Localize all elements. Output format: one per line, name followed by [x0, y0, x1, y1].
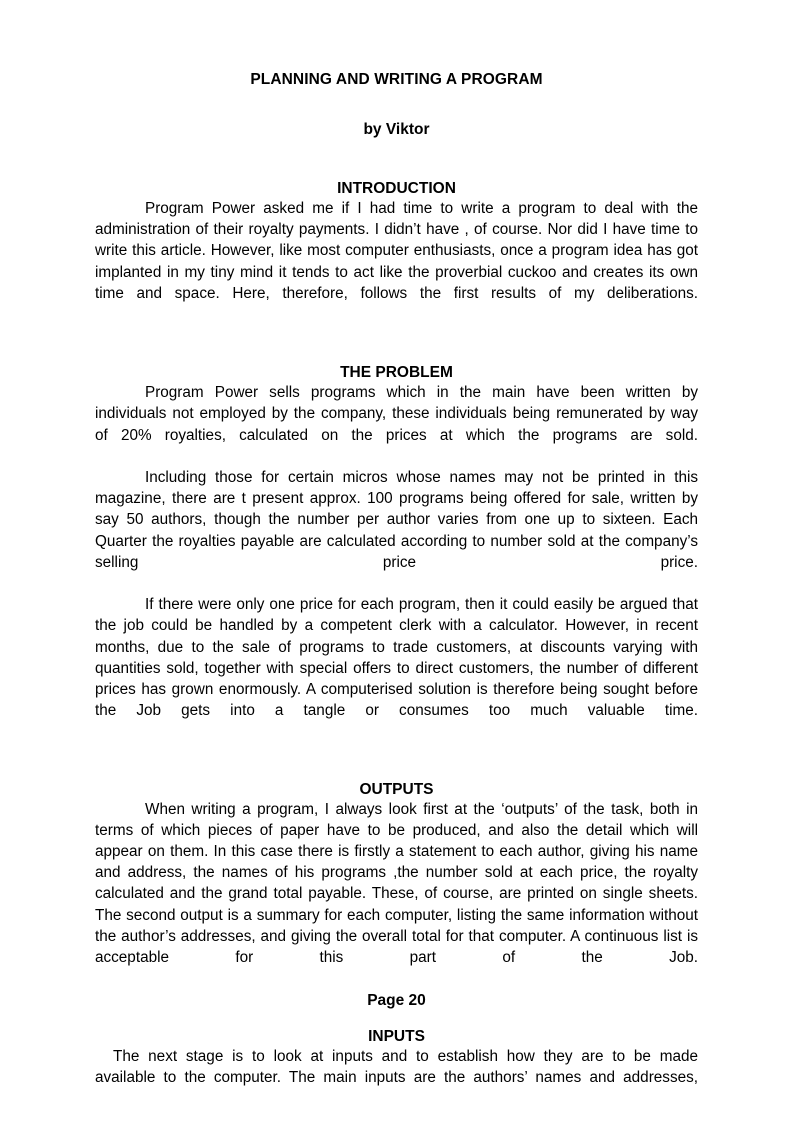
- page-content: [95, 0, 698, 1109]
- paragraph: If there were only one price for each program, then it could easily be argued that the job could be handled by a competent clerk with a calculator. However, in recent months, due to the sale of programs to trade customers, at discounts varying with quantities sold, together with special offers to direct customers, the number of different prices has grown enormously. A computerised solution is therefore being sought before the Job gets into a tangle or consumes too much valuable time.: [95, 596, 698, 720]
- page-title: PLANNING AND WRITING A PROGRAM: [250, 71, 543, 88]
- paragraph: When writing a program, I always look first at the ‘outputs’ of the task, both in terms of which pieces of paper have to be produced, and also the detail which will appear on them. In this case there is firstly a statement to each author, giving his name and address, the names of his programs ,the number sold at each price, the royalty calculated and the grand total payable. These, of course, are printed on single sheets. The second output is a summary for each computer, listing the same information without the author’s addresses, and giving the overall total for that computer. A continuous list is acceptable for this part of the Job.: [95, 800, 698, 967]
- section-heading-inputs: INPUTS: [368, 1027, 425, 1045]
- author-byline: by Viktor: [363, 121, 430, 138]
- paragraph: Including those for certain micros whose names may not be printed in this magazine, there are t present approx. 100 programs being offered for sale, written by say 50 authors, though the number per author varies from one up to sixteen. Each Quarter the royalties payable are calculated according to number sold at the company’s selling price price.: [95, 469, 698, 571]
- paragraph: Program Power sells programs which in the main have been written by individuals not employed by the company, these individuals being remunerated by way of 20% royalties, calculated on the prices at which the programs are sold.: [95, 384, 698, 444]
- section-heading-outputs: OUTPUTS: [359, 780, 434, 798]
- paragraph: The next stage is to look at inputs and to establish how they are to be made available to the computer. The main inputs are the authors’ names and addresses,: [95, 1047, 698, 1086]
- paragraph: Program Power asked me if I had time to write a program to deal with the administration of their royalty payments. I didn’t have , of course. Nor did I have time to write this article. However, like most computer enthusiasts, once a program idea has got implanted in my tiny mind it tends to act like the proverbial cuckoo and creates its own time and space. Here, therefore, follows the first results of my deliberations.: [95, 200, 698, 302]
- section-heading-the-problem: THE PROBLEM: [340, 364, 453, 382]
- section-heading-introduction: INTRODUCTION: [337, 180, 456, 197]
- page-number-footer: Page 20: [367, 992, 426, 1009]
